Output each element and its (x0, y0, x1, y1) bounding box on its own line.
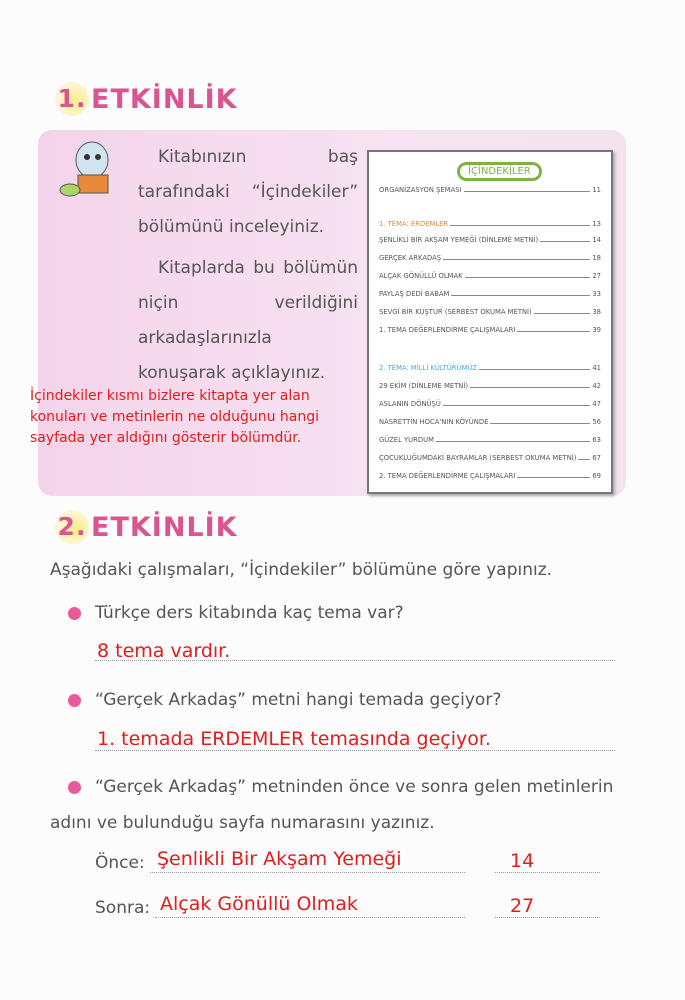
activity-number: 1. (55, 82, 89, 116)
toc-row (379, 186, 601, 194)
toc-row-page: 39 (592, 326, 601, 334)
toc-leader (490, 423, 590, 424)
toc-row-label: PAYLAŞ DEDİ BABAM (379, 290, 450, 298)
toc-title: İÇİNDEKİLER (457, 162, 542, 181)
toc-row-page: 69 (592, 472, 601, 480)
toc-row-label: 2. TEMA DEĞERLENDİRME ÇALIŞMALARI (379, 472, 516, 480)
toc-leader (470, 387, 590, 388)
toc-row (379, 236, 601, 244)
before-label: Önce: (95, 853, 145, 873)
activity2-intro: Aşağıdaki çalışmaları, “İçindekiler” bölümüne göre yapınız. (50, 560, 553, 580)
question-2 (68, 690, 501, 710)
toc-row-label: 1. TEMA DEĞERLENDİRME ÇALIŞMALARI (379, 326, 516, 334)
toc-row (379, 220, 601, 228)
question-1 (68, 603, 404, 623)
before-page: 14 (510, 850, 535, 872)
before-title: Şenlikli Bir Akşam Yemeği (157, 848, 402, 870)
answer-1: 8 tema vardır. (97, 640, 231, 662)
toc-row-page: 14 (592, 236, 601, 244)
question-text: “Gerçek Arkadaş” metninden önce ve sonra gelen metinlerin (95, 777, 614, 797)
toc-row-page: 67 (592, 454, 601, 462)
toc-row (379, 418, 601, 426)
activity1-answer: İçindekiler kısmı bizlere kitapta yer alan konuları ve metinlerin ne olduğunu hangi sayfada yer aldığını gösterir bölümdür. (30, 388, 320, 446)
toc-row (379, 290, 601, 298)
toc-leader (534, 313, 591, 314)
toc-leader (540, 241, 590, 242)
question-3 (68, 777, 613, 797)
toc-row (379, 400, 601, 408)
toc-row-page: 27 (592, 272, 601, 280)
toc-row-label: ORGANİZASYON ŞEMASI (379, 186, 462, 194)
toc-row-page: 63 (592, 436, 601, 444)
toc-row-label: 2. TEMA: MİLLİ KÜLTÜRÜMÜZ (379, 364, 477, 372)
activity1-instructions (138, 140, 358, 397)
toc-row-label: ALÇAK GÖNÜLLÜ OLMAK (379, 272, 463, 280)
toc-row-page: 56 (592, 418, 601, 426)
toc-row-label: NASRETTİN HOCA'NIN KÖYÜNDE (379, 418, 489, 426)
activity2-heading (55, 510, 238, 544)
toc-leader (465, 277, 591, 278)
toc-leader (578, 459, 590, 460)
toc-row (379, 382, 601, 390)
after-title: Alçak Gönüllü Olmak (160, 893, 358, 915)
answer-line (150, 872, 465, 873)
toc-row-label: GERÇEK ARKADAŞ (379, 254, 442, 262)
instruction-paragraph: Kitabınızın baş tarafındaki “İçindekiler” bölümünü inceleyiniz. (138, 147, 358, 237)
toc-row-label: GÜZEL YURDUM (379, 436, 434, 444)
answer-line (495, 917, 600, 918)
toc-row-label: 1. TEMA: ERDEMLER (379, 220, 449, 228)
answer-line (155, 917, 465, 918)
toc-row-page: 42 (592, 382, 601, 390)
toc-leader (517, 477, 590, 478)
toc-row (379, 272, 601, 280)
toc-row (379, 472, 601, 480)
activity1-heading (55, 82, 238, 116)
toc-leader (517, 331, 590, 332)
toc-row-label: ÇOCUKLUĞUMDAKİ BAYRAMLAR (SERBEST OKUMA METNİ) (379, 454, 577, 462)
toc-row-page: 11 (592, 186, 601, 194)
toc-leader (443, 259, 590, 260)
toc-row-page: 38 (592, 308, 601, 316)
toc-row-label: 29 EKİM (DİNLEME METNİ) (379, 382, 469, 390)
toc-leader (443, 405, 591, 406)
question-text: Türkçe ders kitabında kaç tema var? (95, 603, 404, 623)
toc-leader (479, 369, 590, 370)
question-text: “Gerçek Arkadaş” metni hangi temada geçiyor? (95, 690, 502, 710)
toc-row-page: 33 (592, 290, 601, 298)
toc-leader (450, 225, 590, 226)
activity-title: ETKİNLİK (91, 511, 238, 543)
toc-row (379, 308, 601, 316)
toc-row-label: SEVGİ BİR KUŞTUR (SERBEST OKUMA METNİ) (379, 308, 532, 316)
toc-row-page: 18 (592, 254, 601, 262)
toc-leader (451, 295, 590, 296)
bullet-icon (68, 694, 81, 707)
toc-row-page: 41 (592, 364, 601, 372)
after-label: Sonra: (95, 898, 151, 918)
activity-number: 2. (55, 510, 89, 544)
toc-leader (464, 191, 591, 192)
toc-row (379, 254, 601, 262)
toc-row-label: ŞENLİKLİ BİR AKŞAM YEMEĞİ (DİNLEME METNİ) (379, 236, 539, 244)
toc-row (379, 364, 601, 372)
toc-leader (436, 441, 590, 442)
toc-row (379, 436, 601, 444)
table-of-contents (367, 150, 613, 494)
toc-row-page: 47 (592, 400, 601, 408)
question-text-cont: adını ve bulunduğu sayfa numarasını yazınız. (50, 813, 435, 833)
toc-row (379, 454, 601, 462)
toc-row-label: ASLANIN DÖNÜŞÜ (379, 400, 441, 408)
toc-row (379, 326, 601, 334)
toc-row-page: 13 (592, 220, 601, 228)
activity-title: ETKİNLİK (91, 83, 238, 115)
bullet-icon (68, 781, 81, 794)
instruction-paragraph: Kitaplarda bu bölümün niçin verildiğini arkadaşlarınızla konuşarak açıklayınız. (138, 258, 358, 383)
answer-2: 1. temada ERDEMLER temasında geçiyor. (97, 728, 491, 750)
mascot-reading-icon (50, 135, 130, 205)
after-page: 27 (510, 895, 535, 917)
answer-line (495, 872, 600, 873)
bullet-icon (68, 607, 81, 620)
answer-line (95, 750, 615, 751)
